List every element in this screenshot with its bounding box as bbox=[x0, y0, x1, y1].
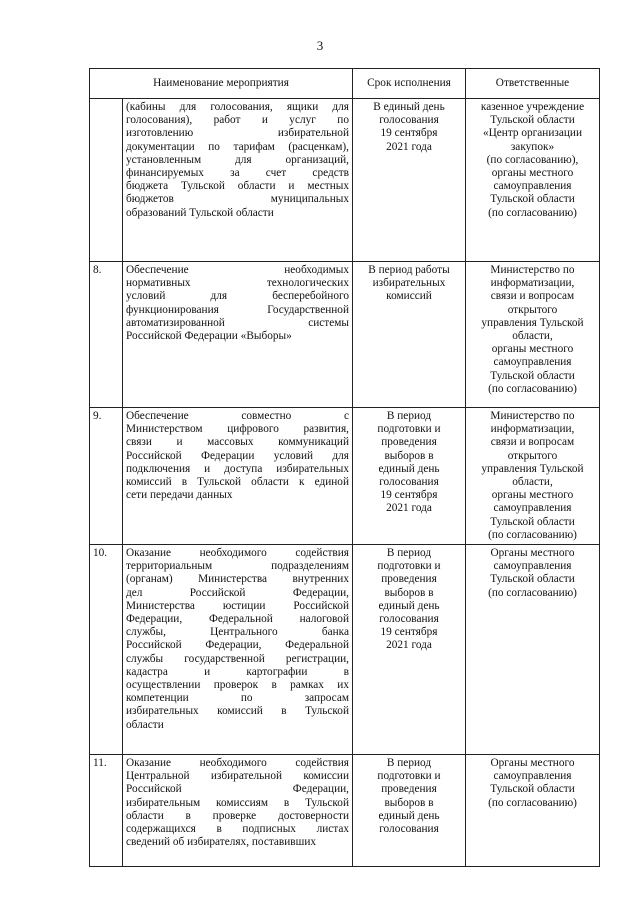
responsible-cell bbox=[466, 408, 600, 545]
responsible-line: органы местного bbox=[491, 343, 574, 356]
responsible-cell bbox=[466, 262, 600, 408]
term-line: голосования bbox=[379, 613, 439, 626]
table-row bbox=[90, 755, 600, 867]
header-term: Срок исполнения bbox=[353, 69, 466, 99]
measure-name bbox=[123, 99, 353, 262]
row-number: 8. bbox=[90, 262, 123, 408]
term-line: 19 сентября bbox=[380, 127, 438, 140]
term-line: выборов в bbox=[384, 449, 434, 462]
responsible-line: информатизации, bbox=[490, 423, 575, 436]
table-row bbox=[90, 545, 600, 755]
measure-name-line: голосования), работ и услуг по bbox=[126, 114, 349, 127]
header-name: Наименование мероприятия bbox=[90, 69, 353, 99]
responsible-line: области, bbox=[512, 476, 553, 489]
measure-name bbox=[123, 408, 353, 545]
measure-name-line: Российской Федерации «Выборы» bbox=[126, 330, 292, 343]
responsible-line: самоуправления bbox=[493, 502, 572, 515]
measure-name-line: службы государственной регистрации, bbox=[126, 652, 349, 665]
measure-name-line: образований Тульской области bbox=[126, 206, 274, 219]
measure-name-line: Министерством цифрового развития, bbox=[126, 423, 349, 436]
responsible-line: самоуправления bbox=[493, 180, 572, 193]
measure-name-line: (кабины для голосования, ящики для bbox=[126, 101, 349, 113]
responsible-line: Министерство по bbox=[490, 410, 575, 422]
measure-name-line: Оказание необходимого содействия bbox=[126, 757, 349, 770]
responsible-line: закупок» bbox=[510, 140, 555, 153]
responsible-line: связи и вопросам bbox=[490, 436, 575, 449]
responsible-line: самоуправления bbox=[493, 356, 572, 369]
term-line: В период работы bbox=[368, 264, 450, 276]
measure-name-line: связи и массовых коммуникаций bbox=[126, 436, 349, 449]
responsible-line: «Центр организации bbox=[482, 127, 583, 140]
measure-name-line: бюджетов муниципальных bbox=[126, 193, 349, 206]
responsible-line: Органы местного bbox=[490, 757, 575, 770]
term-line: В период bbox=[386, 410, 432, 422]
responsible-line: органы местного bbox=[491, 489, 574, 502]
measure-name-line: Обеспечение совместно с bbox=[126, 410, 349, 422]
row-number: 9. bbox=[90, 408, 123, 545]
measure-name-line: условий для бесперебойного bbox=[126, 290, 349, 303]
measure-name-line: дел Российской Федерации, bbox=[126, 586, 349, 599]
term-cell bbox=[353, 262, 466, 408]
measure-name-line: автоматизированной системы bbox=[126, 316, 349, 329]
term-line: 19 сентября bbox=[380, 489, 438, 502]
row-number: 11. bbox=[90, 755, 123, 867]
row-number: 10. bbox=[90, 545, 123, 755]
measure-name-line: изготовлению избирательной bbox=[126, 127, 349, 140]
measure-name-line: Оказание необходимого содействия bbox=[126, 547, 349, 560]
measure-name-line: области bbox=[126, 718, 164, 731]
term-line: проведения bbox=[381, 573, 437, 586]
measure-name-line: установленным для организаций, bbox=[126, 153, 349, 166]
term-cell bbox=[353, 755, 466, 867]
responsible-line: Министерство по bbox=[490, 264, 575, 276]
responsible-line: открытого bbox=[507, 449, 558, 462]
responsible-line: информатизации, bbox=[490, 277, 575, 290]
term-line: голосования bbox=[379, 823, 439, 836]
measure-name-line: избирательных комиссий в Тульской bbox=[126, 705, 349, 718]
measure-name-line: территориальным подразделениям bbox=[126, 560, 349, 573]
term-line: единый день bbox=[378, 599, 440, 612]
responsible-line: Тульской области bbox=[490, 369, 575, 382]
responsible-line: (по согласованию), bbox=[486, 153, 579, 166]
responsible-cell bbox=[466, 755, 600, 867]
table-row bbox=[90, 262, 600, 408]
row-number bbox=[90, 99, 123, 262]
term-line: комиссий bbox=[386, 290, 432, 303]
measure-name-line: функционирования Государственной bbox=[126, 303, 349, 316]
measure-name-line: подключения и доступа избирательных bbox=[126, 462, 349, 475]
term-line: выборов в bbox=[384, 586, 434, 599]
measure-name-line: бюджета Тульской области и местных bbox=[126, 180, 349, 193]
responsible-line: управления Тульской bbox=[481, 462, 584, 475]
responsible-line: Тульской области bbox=[490, 193, 575, 206]
responsible-line: (по согласованию) bbox=[488, 382, 577, 395]
responsible-line: самоуправления bbox=[493, 770, 572, 783]
term-line: В период bbox=[386, 757, 432, 770]
measure-name-line: комиссий в Тульской области к единой bbox=[126, 476, 349, 489]
measure-name bbox=[123, 545, 353, 755]
header-responsible: Ответственные bbox=[466, 69, 600, 99]
term-line: проведения bbox=[381, 436, 437, 449]
table-header-row bbox=[90, 69, 600, 99]
measure-name-line: (органам) Министерства внутренних bbox=[126, 573, 349, 586]
responsible-line: (по согласованию) bbox=[488, 528, 577, 541]
measure-name-line: Обеспечение необходимых bbox=[126, 264, 349, 276]
term-cell bbox=[353, 99, 466, 262]
measure-name-line: документации по тарифам (расценкам), bbox=[126, 140, 349, 153]
term-line: единый день bbox=[378, 462, 440, 475]
measure-name-line: Федерации, Федеральной налоговой bbox=[126, 613, 349, 626]
measure-name-line: кадастра и картографии в bbox=[126, 665, 349, 678]
measure-name-line: Российской Федерации, bbox=[126, 783, 349, 796]
term-line: подготовки и bbox=[377, 423, 441, 436]
measure-name-line: сети передачи данных bbox=[126, 489, 233, 502]
measure-name-line: финансируемых за счет средств bbox=[126, 167, 349, 180]
term-line: 19 сентября bbox=[380, 626, 438, 639]
term-line: выборов в bbox=[384, 796, 434, 809]
term-line: подготовки и bbox=[377, 770, 441, 783]
measure-name bbox=[123, 755, 353, 867]
term-cell bbox=[353, 545, 466, 755]
term-line: 2021 года bbox=[386, 502, 432, 515]
responsible-cell bbox=[466, 545, 600, 755]
measure-name-line: компетенции по запросам bbox=[126, 692, 349, 705]
measure-name-line: сведений об избирателях, поставивших bbox=[126, 836, 317, 849]
term-line: избирательных bbox=[372, 277, 446, 290]
measure-name-line: службы, Центрального банка bbox=[126, 626, 349, 639]
term-line: В единый день bbox=[373, 101, 445, 113]
measure-name-line: избирательным комиссиям в Тульской bbox=[126, 796, 349, 809]
term-line: В период bbox=[386, 547, 432, 560]
term-line: 2021 года bbox=[386, 639, 432, 652]
table-row bbox=[90, 408, 600, 545]
page-number: 3 bbox=[316, 38, 324, 53]
table-row bbox=[90, 99, 600, 262]
responsible-line: связи и вопросам bbox=[490, 290, 575, 303]
measure-name-line: нормативных технологических bbox=[126, 277, 349, 290]
responsible-line: Органы местного bbox=[490, 547, 575, 560]
measure-name-line: Российской Федерации условий для bbox=[126, 449, 349, 462]
measure-name-line: Центральной избирательной комиссии bbox=[126, 770, 349, 783]
measure-name-line: содержащихся в подписных листах bbox=[126, 823, 349, 836]
measure-name-line: Министерства юстиции Российской bbox=[126, 599, 349, 612]
responsible-line: (по согласованию) bbox=[488, 796, 577, 809]
measure-name bbox=[123, 262, 353, 408]
responsible-line: управления Тульской bbox=[481, 316, 584, 329]
term-cell bbox=[353, 408, 466, 545]
measure-name-line: осуществлении проверок в рамках их bbox=[126, 679, 349, 692]
measures-table bbox=[89, 68, 600, 867]
term-line: 2021 года bbox=[386, 140, 432, 153]
responsible-line: Тульской области bbox=[490, 114, 575, 127]
responsible-line: казенное учреждение bbox=[480, 101, 585, 113]
term-line: единый день bbox=[378, 809, 440, 822]
responsible-line: (по согласованию) bbox=[488, 206, 577, 219]
term-line: голосования bbox=[379, 114, 439, 127]
term-line: проведения bbox=[381, 783, 437, 796]
responsible-line: открытого bbox=[507, 303, 558, 316]
responsible-line: органы местного bbox=[491, 167, 574, 180]
responsible-line: области, bbox=[512, 330, 553, 343]
responsible-cell bbox=[466, 99, 600, 262]
term-line: голосования bbox=[379, 476, 439, 489]
responsible-line: Тульской области bbox=[490, 573, 575, 586]
responsible-line: Тульской области bbox=[490, 515, 575, 528]
responsible-line: (по согласованию) bbox=[488, 586, 577, 599]
measure-name-line: Российской Федерации, Федеральной bbox=[126, 639, 349, 652]
responsible-line: самоуправления bbox=[493, 560, 572, 573]
responsible-line: Тульской области bbox=[490, 783, 575, 796]
term-line: подготовки и bbox=[377, 560, 441, 573]
measure-name-line: области в проверке достоверности bbox=[126, 809, 349, 822]
